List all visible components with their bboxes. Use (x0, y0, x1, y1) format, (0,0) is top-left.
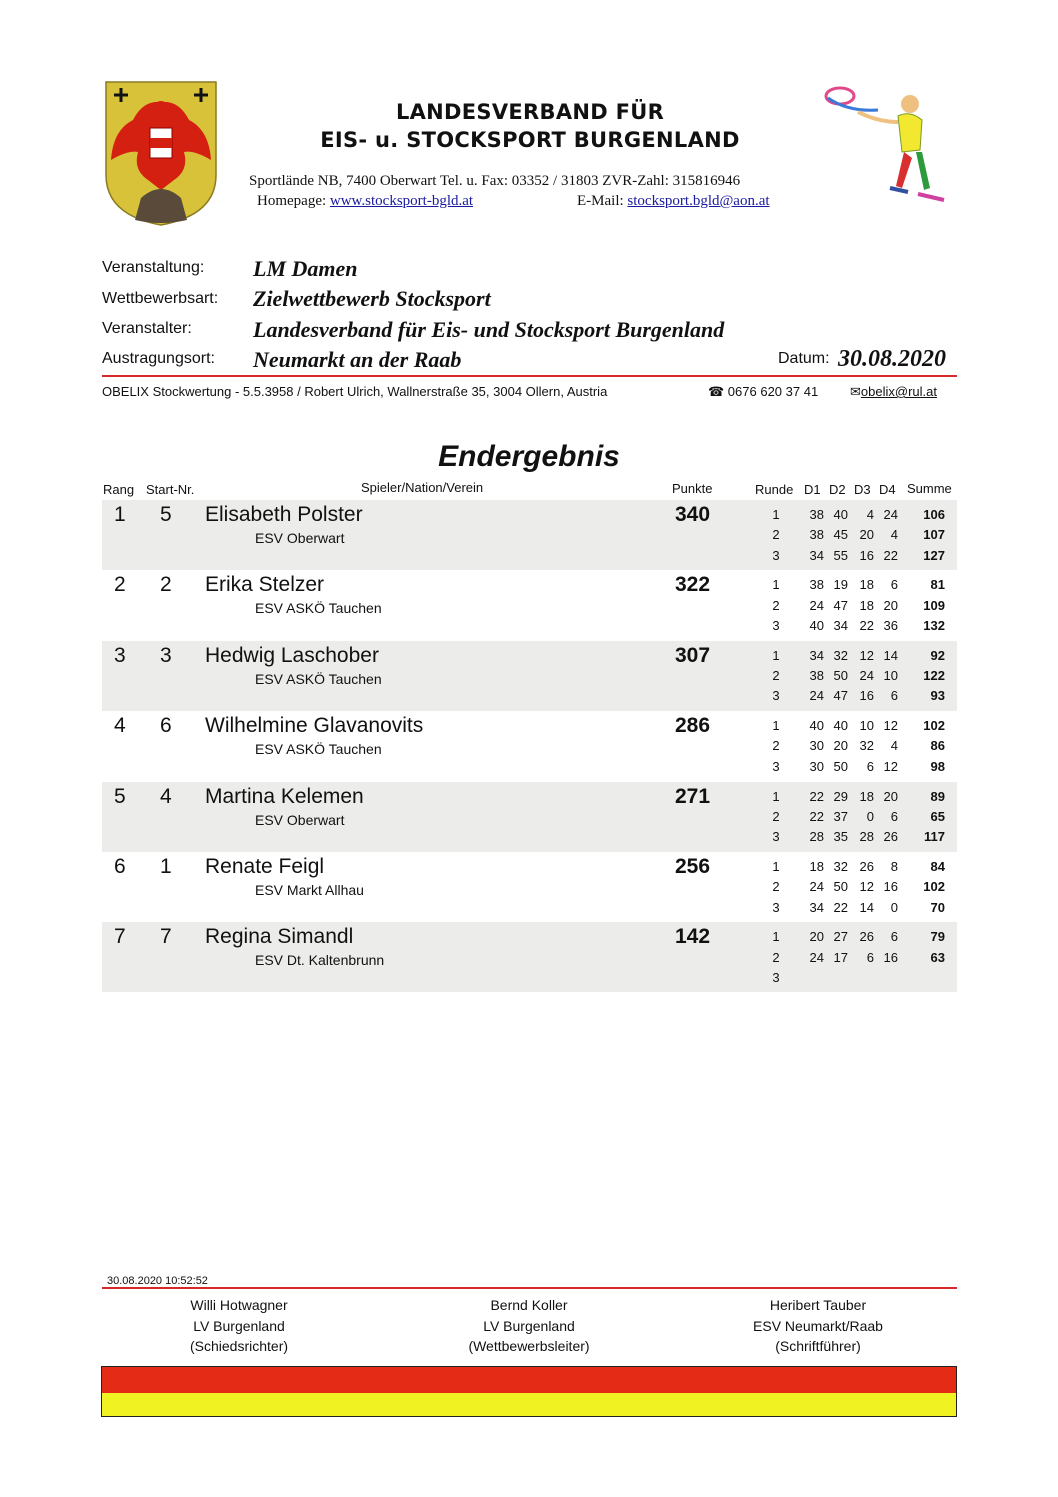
table-row (102, 782, 957, 852)
veranstalter-value: Landesverband für Eis- und Stocksport Burgenland (253, 317, 725, 342)
software-credit: OBELIX Stockwertung - 5.5.3958 / Robert Ulrich, Wallnerstraße 35, 3004 Ollern, Austria (102, 384, 608, 399)
d2-value: 32 (833, 647, 848, 663)
round-line (702, 899, 945, 920)
d3-value: 18 (859, 597, 874, 613)
round-sum: 89 (930, 788, 945, 804)
round-sum: 98 (930, 758, 945, 774)
d1-value: 34 (809, 899, 824, 915)
round-number: 3 (772, 547, 780, 563)
player-club: ESV ASKÖ Tauchen (255, 600, 382, 617)
software-phone: ☎ 0676 620 37 41 (708, 384, 819, 399)
d4-value: 24 (883, 507, 898, 522)
points-cell: 307 (675, 643, 711, 667)
d1-value: 20 (809, 929, 824, 945)
column-header-rang: Rang (103, 482, 135, 497)
d4-value: 12 (883, 758, 898, 774)
d3-value: 16 (859, 547, 874, 563)
d3-value: 12 (859, 879, 874, 895)
flag-red-stripe (102, 1367, 956, 1393)
d2-value: 37 (833, 808, 848, 824)
player-name: Hedwig Laschober (205, 643, 379, 667)
player-club: ESV ASKÖ Tauchen (255, 670, 382, 687)
round-line (702, 668, 945, 688)
round-number: 3 (772, 969, 780, 985)
homepage-label: Homepage: (257, 193, 327, 209)
datum-value: 30.08.2020 (838, 346, 946, 372)
round-sum: 93 (930, 688, 945, 704)
wettbewerbsart-value: Zielwettbewerb Stocksport (253, 286, 491, 311)
round-line (702, 688, 945, 708)
d2-value: 55 (833, 547, 848, 563)
round-number: 2 (772, 668, 780, 684)
player-name: Martina Kelemen (205, 784, 364, 808)
d4-value: 6 (890, 688, 898, 704)
player-name: Erika Stelzer (205, 573, 325, 597)
d1-value: 30 (809, 758, 824, 774)
d2-value: 35 (833, 829, 848, 845)
player-club: ESV Oberwart (255, 530, 345, 546)
round-line (702, 879, 945, 899)
d2-value: 34 (833, 617, 848, 633)
column-header-runde: Runde (755, 482, 794, 497)
signature-org: ESV Neumarkt/Raab (753, 1317, 883, 1334)
round-line (702, 617, 945, 638)
signature-name: Heribert Tauber (769, 1297, 867, 1313)
d4-value: 4 (890, 738, 898, 754)
organization-address: Sportlände NB, 7400 Oberwart Tel. u. Fax: 03352 / 31803 ZVR-Zahl: 315816946 (249, 173, 741, 189)
column-header-punkte: Punkte (672, 481, 713, 496)
d2-value: 19 (833, 577, 848, 593)
round-sum: 127 (923, 547, 945, 563)
round-number: 1 (772, 929, 780, 945)
round-line (702, 527, 945, 547)
homepage-link[interactable]: www.stocksport-bgld.at (329, 193, 474, 209)
round-number: 2 (772, 949, 780, 965)
round-line (702, 949, 945, 970)
d1-value: 38 (809, 527, 824, 543)
d2-value: 50 (833, 668, 848, 684)
round-line (702, 577, 945, 597)
d4-value: 36 (883, 617, 898, 633)
round-sum: 63 (930, 949, 945, 965)
organization-email-line (577, 193, 770, 210)
rank-cell: 5 (114, 784, 126, 808)
round-line (702, 970, 942, 990)
start-number-cell: 3 (160, 643, 172, 667)
d3-value: 26 (859, 859, 874, 874)
round-sum: 106 (923, 507, 945, 522)
round-number: 3 (772, 688, 780, 704)
email-label: E-Mail: (577, 193, 624, 209)
round-line (702, 758, 945, 779)
round-number: 2 (772, 879, 780, 895)
d4-value: 4 (890, 527, 898, 543)
column-header-d1: D1 (804, 482, 821, 497)
signature-name: Willi Hotwagner (190, 1297, 288, 1313)
d4-value: 6 (890, 808, 898, 824)
rank-cell: 2 (114, 573, 126, 597)
table-row (102, 852, 957, 922)
signature-role: (Schiedsrichter) (189, 1338, 289, 1354)
signature-role: (Schriftführer) (775, 1338, 861, 1354)
d1-value: 38 (809, 668, 824, 684)
d3-value: 6 (866, 949, 874, 965)
round-number: 1 (772, 577, 780, 593)
table-row (102, 570, 957, 640)
d4-value: 8 (890, 859, 898, 874)
round-line (702, 929, 945, 949)
round-line (702, 808, 945, 829)
round-number: 3 (772, 829, 780, 845)
round-sum: 109 (923, 597, 945, 613)
d1-value: 40 (809, 718, 824, 734)
d4-value: 6 (890, 577, 898, 593)
player-name: Elisabeth Polster (205, 503, 363, 526)
d4-value: 16 (883, 879, 898, 895)
software-email-link[interactable]: obelix@rul.at (860, 384, 937, 399)
column-header-d4: D4 (879, 482, 896, 497)
round-number: 3 (772, 758, 780, 774)
curling-player-illustration (818, 82, 954, 220)
d1-value: 22 (809, 788, 824, 804)
d4-value: 20 (883, 788, 898, 804)
signature-org: LV Burgenland (193, 1317, 285, 1334)
d2-value: 20 (833, 738, 848, 754)
table-row (102, 711, 957, 781)
rank-cell: 6 (114, 855, 126, 878)
round-sum: 84 (930, 859, 945, 874)
organization-title-line2: EIS- u. STOCKSPORT BURGENLAND (320, 128, 740, 152)
d3-value: 24 (859, 668, 874, 684)
signature-name: Bernd Koller (490, 1297, 568, 1313)
d1-value: 34 (809, 647, 824, 663)
d1-value: 24 (809, 879, 824, 895)
round-sum: 92 (930, 647, 945, 663)
d4-value: 22 (883, 547, 898, 563)
wettbewerbsart-label: Wettbewerbsart: (102, 290, 219, 307)
organization-title (250, 98, 810, 154)
d1-value: 34 (809, 547, 824, 563)
veranstalter-label: Veranstalter: (102, 320, 192, 337)
organization-homepage-line (257, 193, 473, 210)
round-line (702, 738, 945, 758)
start-number-cell: 5 (160, 503, 172, 526)
d1-value: 18 (809, 859, 824, 874)
rank-cell: 3 (114, 643, 126, 667)
d4-value: 0 (890, 899, 898, 915)
signature-org: LV Burgenland (483, 1317, 575, 1334)
start-number-cell: 2 (160, 573, 172, 597)
envelope-icon: ✉ (850, 384, 861, 399)
signature-block (129, 1295, 349, 1357)
d3-value: 14 (859, 899, 874, 915)
rank-cell: 4 (114, 714, 126, 738)
signature-role: (Wettbewerbsleiter) (468, 1338, 590, 1354)
d2-value: 40 (833, 507, 848, 522)
table-row (102, 641, 957, 711)
d2-value: 40 (833, 718, 848, 734)
points-cell: 340 (675, 503, 711, 526)
round-sum: 86 (930, 738, 945, 754)
flag-yellow-stripe (102, 1393, 956, 1416)
round-number: 3 (772, 617, 780, 633)
column-header-spieler: Spieler/Nation/Verein (361, 480, 484, 495)
player-club: ESV Markt Allhau (255, 882, 364, 898)
round-number: 3 (772, 899, 780, 915)
d3-value: 6 (866, 758, 874, 774)
d3-value: 0 (866, 808, 874, 824)
d1-value: 40 (809, 617, 824, 633)
round-sum: 79 (930, 929, 945, 945)
round-line (702, 647, 945, 668)
round-sum: 102 (923, 718, 945, 734)
d3-value: 28 (859, 829, 874, 845)
player-name: Regina Simandl (205, 925, 354, 949)
d3-value: 26 (859, 929, 874, 945)
start-number-cell: 1 (160, 855, 172, 878)
d1-value: 30 (809, 738, 824, 754)
d4-value: 14 (883, 647, 898, 663)
d3-value: 18 (859, 788, 874, 804)
round-number: 1 (772, 859, 780, 874)
organization-title-line1: LANDESVERBAND FÜR (395, 100, 665, 124)
column-header-start: Start-Nr. (146, 482, 195, 497)
d1-value: 38 (809, 507, 824, 522)
d4-value: 10 (883, 668, 898, 684)
burgenland-flag-banner (101, 1366, 957, 1417)
d1-value: 24 (809, 597, 824, 613)
round-number: 2 (772, 597, 780, 613)
veranstaltung-value: LM Damen (253, 256, 358, 281)
d2-value: 50 (833, 879, 848, 895)
austragungsort-value: Neumarkt an der Raab (253, 347, 462, 372)
d2-value: 32 (833, 859, 848, 874)
round-sum: 107 (923, 527, 945, 543)
rank-cell: 7 (114, 925, 126, 949)
austragungsort-label: Austragungsort: (102, 350, 215, 367)
d3-value: 18 (859, 577, 874, 593)
d3-value: 10 (859, 718, 874, 734)
d1-value: 38 (809, 577, 824, 593)
document-title: Endergebnis (438, 440, 620, 473)
round-line (702, 597, 945, 618)
round-number: 1 (772, 788, 780, 804)
round-line (702, 718, 945, 738)
points-cell: 256 (675, 855, 711, 878)
d4-value: 20 (883, 597, 898, 613)
round-sum: 70 (930, 899, 945, 915)
round-line (702, 859, 945, 879)
print-timestamp: 30.08.2020 10:52:52 (107, 1275, 208, 1287)
d3-value: 16 (859, 688, 874, 704)
header-divider (102, 375, 957, 377)
d3-value: 20 (859, 527, 874, 543)
d3-value: 32 (859, 738, 874, 754)
veranstaltung-label: Veranstaltung: (102, 259, 205, 276)
signature-block (419, 1295, 639, 1357)
round-sum: 81 (930, 577, 945, 593)
round-line (702, 829, 945, 849)
d4-value: 6 (890, 929, 898, 945)
email-link[interactable]: stocksport.bgld@aon.at (627, 193, 770, 209)
table-row (102, 500, 957, 570)
round-sum: 65 (930, 808, 945, 824)
player-club: ESV ASKÖ Tauchen (255, 741, 382, 758)
player-name: Wilhelmine Glavanovits (205, 714, 424, 738)
round-number: 2 (772, 527, 780, 543)
d3-value: 22 (859, 617, 874, 633)
footer-divider (102, 1287, 957, 1289)
round-line (702, 788, 945, 809)
d3-value: 4 (866, 507, 874, 522)
start-number-cell: 4 (160, 784, 172, 808)
d2-value: 47 (833, 688, 848, 704)
points-cell: 142 (675, 925, 711, 949)
points-cell: 322 (675, 573, 711, 597)
datum-label: Datum: (778, 350, 830, 367)
column-header-d3: D3 (854, 482, 871, 497)
d4-value: 12 (883, 718, 898, 734)
start-number-cell: 7 (160, 925, 172, 949)
d2-value: 47 (833, 597, 848, 613)
table-row (102, 922, 957, 992)
d2-value: 17 (833, 949, 848, 965)
round-number: 2 (772, 808, 780, 824)
points-cell: 271 (675, 784, 711, 808)
column-header-summe: Summe (907, 481, 952, 496)
d3-value: 12 (859, 647, 874, 663)
round-number: 2 (772, 738, 780, 754)
player-club: ESV Dt. Kaltenbrunn (255, 952, 385, 969)
d1-value: 28 (809, 829, 824, 845)
d1-value: 24 (809, 688, 824, 704)
round-sum: 102 (923, 879, 945, 895)
signature-block (708, 1295, 928, 1357)
round-number: 1 (772, 507, 780, 522)
round-number: 1 (772, 718, 780, 734)
player-name: Renate Feigl (205, 855, 325, 878)
d2-value: 22 (833, 899, 848, 915)
round-line (702, 507, 945, 527)
rank-cell: 1 (114, 503, 126, 526)
points-cell: 286 (675, 714, 711, 738)
round-sum: 117 (924, 829, 945, 845)
d4-value: 26 (883, 829, 898, 845)
d4-value: 16 (883, 949, 898, 965)
d2-value: 29 (833, 788, 848, 804)
round-line (702, 547, 945, 568)
d1-value: 22 (809, 808, 824, 824)
d1-value: 24 (809, 949, 824, 965)
column-header-d2: D2 (829, 482, 846, 497)
software-email-line (850, 384, 937, 400)
round-number: 1 (772, 647, 780, 663)
round-sum: 132 (923, 617, 945, 633)
player-club: ESV Oberwart (255, 811, 345, 828)
start-number-cell: 6 (160, 714, 172, 738)
d2-value: 45 (833, 527, 848, 543)
coat-of-arms-logo (103, 80, 219, 226)
round-sum: 122 (923, 668, 945, 684)
d2-value: 27 (833, 929, 848, 945)
d2-value: 50 (833, 758, 848, 774)
